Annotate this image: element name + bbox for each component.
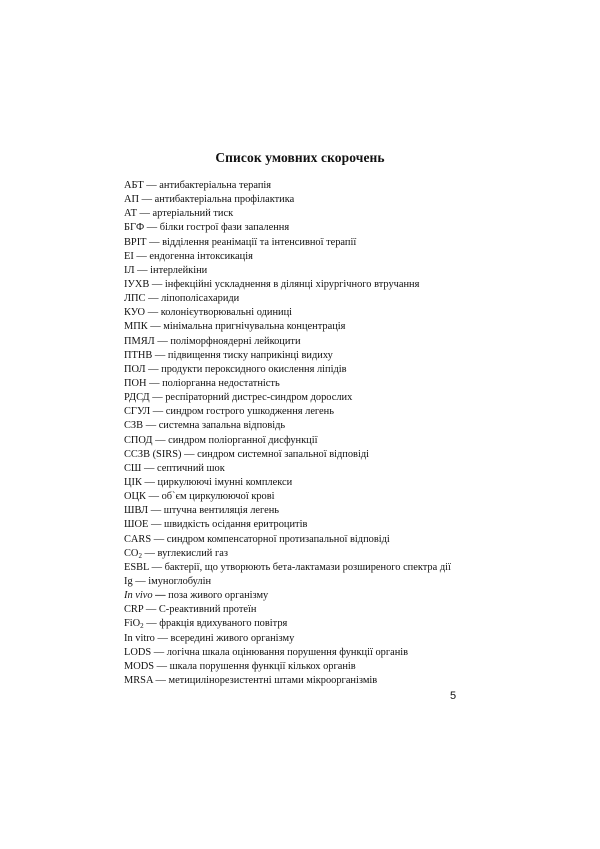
em-dash: — xyxy=(147,307,159,319)
list-item xyxy=(124,377,544,391)
abbreviation-term: ШОЕ xyxy=(124,519,149,531)
abbreviation-list xyxy=(124,179,544,688)
list-item xyxy=(124,278,544,292)
abbreviation-definition: штучна вентиляція легень xyxy=(163,505,280,517)
list-item xyxy=(124,363,544,377)
page-title: Список умовних скорочень xyxy=(215,150,385,165)
list-item xyxy=(124,221,544,235)
abbreviation-subscript: 2 xyxy=(138,551,142,560)
em-dash: — xyxy=(145,604,157,616)
abbreviation-term: ОЦК xyxy=(124,491,146,503)
abbreviation-term: In vitro xyxy=(124,632,155,644)
list-item xyxy=(124,448,544,462)
abbreviation-definition: синдром поліорганної дисфункції xyxy=(168,434,318,446)
abbreviation-definition: ліпополісахариди xyxy=(161,293,240,305)
em-dash: — xyxy=(139,208,150,220)
em-dash: — xyxy=(154,349,166,361)
abbreviation-term: ESBL xyxy=(124,561,150,573)
em-dash: — xyxy=(155,590,166,602)
abbreviation-term: РДСД xyxy=(124,392,150,404)
abbreviation-definition: логічна шкала оцінювання порушення функції органів xyxy=(166,646,409,658)
abbreviation-definition: респіраторний дистрес-синдром дорослих xyxy=(165,392,353,404)
em-dash: — xyxy=(136,250,147,262)
abbreviation-definition: фракція вдихуваного повітря xyxy=(159,618,288,630)
abbreviation-term: СШ xyxy=(124,462,142,474)
em-dash: — xyxy=(144,476,155,488)
list-item xyxy=(124,193,544,207)
em-dash: — xyxy=(135,575,146,587)
list-item xyxy=(124,533,544,547)
em-dash: — xyxy=(184,448,195,460)
em-dash: — xyxy=(145,420,157,432)
em-dash: — xyxy=(146,222,158,234)
list-item xyxy=(124,518,544,532)
em-dash: — xyxy=(150,505,162,517)
list-item xyxy=(124,405,544,419)
abbreviation-term: МПК xyxy=(124,321,148,333)
abbreviation-term: ІЛ xyxy=(124,264,135,276)
abbreviation-term: MRSA xyxy=(124,674,153,686)
abbreviation-definition: циркулюючі імунні комплекси xyxy=(157,476,293,488)
list-item xyxy=(124,207,544,221)
list-item xyxy=(124,561,544,575)
list-item xyxy=(124,419,544,433)
em-dash: — xyxy=(150,321,161,333)
abbreviation-term: ПМЯЛ xyxy=(124,335,155,347)
em-dash: — xyxy=(153,533,165,545)
em-dash: — xyxy=(148,293,159,305)
abbreviation-definition: антибактеріальна терапія xyxy=(159,180,272,191)
em-dash: — xyxy=(152,392,163,404)
abbreviation-term: ЛПС xyxy=(124,293,146,305)
abbreviation-term: ШВЛ xyxy=(124,505,149,517)
abbreviation-term: БГФ xyxy=(124,222,145,234)
list-item xyxy=(124,391,544,405)
abbreviation-term: CO xyxy=(124,547,139,559)
list-item xyxy=(124,250,544,264)
abbreviation-definition: колонієутворювальні одиниці xyxy=(160,307,293,319)
abbreviation-definition: відділення реанімації та інтенсивної терапії xyxy=(162,236,357,248)
list-item xyxy=(124,264,544,278)
abbreviation-term: Ig xyxy=(124,575,133,587)
abbreviation-definition: інтерлейкіни xyxy=(150,264,208,276)
abbreviation-definition: шкала порушення функції кількох органів xyxy=(169,660,356,672)
list-item xyxy=(124,335,544,349)
em-dash: — xyxy=(156,660,168,672)
abbreviation-term: КУО xyxy=(124,307,146,319)
abbreviation-definition: швидкість осідання еритроцитів xyxy=(163,519,308,531)
abbreviation-definition: вуглекислий газ xyxy=(157,547,228,559)
abbreviation-term: CARS xyxy=(124,533,152,545)
abbreviation-definition: ендогенна інтоксикація xyxy=(149,250,253,262)
abbreviation-term: ПОН xyxy=(124,377,147,389)
abbreviation-definition: всередині живого організму xyxy=(170,632,295,644)
abbreviation-definition: об`єм циркулюючої крові xyxy=(161,491,275,503)
list-item xyxy=(124,434,544,448)
abbreviation-definition: поліморфноядерні лейкоцити xyxy=(170,335,301,347)
list-item xyxy=(124,349,544,363)
list-item xyxy=(124,476,544,490)
list-item xyxy=(124,236,544,250)
em-dash: — xyxy=(146,180,157,191)
em-dash: — xyxy=(157,335,168,347)
abbreviation-definition: бактерії, що утворюють бета-лактамази розширеного спектра дії xyxy=(164,561,451,573)
abbreviation-definition: септичний шок xyxy=(157,462,225,474)
abbreviation-term: ПОЛ xyxy=(124,363,146,375)
abbreviation-definition: артеріальний тиск xyxy=(152,208,234,220)
list-item xyxy=(124,603,544,617)
abbreviation-term: FiO xyxy=(124,618,141,630)
list-item xyxy=(124,292,544,306)
list-item xyxy=(124,504,544,518)
abbreviation-definition: інфекційні ускладнення в ділянці хірургічного втручання xyxy=(164,278,420,290)
abbreviation-term: СГУЛ xyxy=(124,406,151,418)
page-number: 5 xyxy=(450,690,457,702)
em-dash: — xyxy=(137,264,148,276)
abbreviation-definition: поліорганна недостатність xyxy=(162,377,280,389)
em-dash: — xyxy=(151,561,163,573)
abbreviation-term: CRP xyxy=(124,604,144,616)
abbreviation-term: АБТ xyxy=(124,180,144,191)
list-item xyxy=(124,617,544,631)
em-dash: — xyxy=(148,363,159,375)
em-dash: — xyxy=(146,618,157,630)
em-dash: — xyxy=(155,674,166,686)
abbreviation-definition: підвищення тиску наприкінці видиху xyxy=(167,349,333,361)
abbreviation-term: СПОД xyxy=(124,434,153,446)
em-dash: — xyxy=(148,491,159,503)
abbreviation-definition: синдром компенсаторної протизапальної відповіді xyxy=(166,533,390,545)
list-item xyxy=(124,589,544,603)
abbreviation-term: ІУХВ xyxy=(124,278,150,290)
list-item xyxy=(124,547,544,561)
abbreviation-term: In vivo xyxy=(124,590,153,602)
list-item xyxy=(124,632,544,646)
abbreviation-term: MODS xyxy=(124,660,155,672)
abbreviation-definition: метицилінорезистентні штами мікроорганізмів xyxy=(168,674,378,686)
abbreviation-definition: мінімальна пригнічувальна концентрація xyxy=(163,321,346,333)
em-dash: — xyxy=(150,519,162,531)
list-item xyxy=(124,306,544,320)
abbreviation-term: ВРІТ xyxy=(124,236,147,248)
abbreviation-term: LODS xyxy=(124,646,152,658)
em-dash: — xyxy=(151,278,163,290)
em-dash: — xyxy=(152,406,164,418)
abbreviation-term: СЗВ xyxy=(124,420,144,432)
abbreviation-definition: продукти пероксидного окислення ліпідів xyxy=(161,363,347,375)
abbreviation-definition: імуноглобулін xyxy=(148,575,212,587)
list-item xyxy=(124,179,544,193)
list-item xyxy=(124,575,544,589)
abbreviation-definition: антибактеріальна профілактика xyxy=(154,194,295,206)
em-dash: — xyxy=(157,632,168,644)
abbreviation-subscript: 2 xyxy=(140,622,144,631)
list-item xyxy=(124,674,544,688)
em-dash: — xyxy=(149,377,160,389)
abbreviation-definition: системна запальна відповідь xyxy=(158,420,286,432)
abbreviation-definition: білки гострої фази запалення xyxy=(159,222,290,234)
list-item xyxy=(124,660,544,674)
em-dash: — xyxy=(149,236,160,248)
abbreviation-definition: синдром гострого ушкодження легень xyxy=(165,406,334,418)
em-dash: — xyxy=(153,646,165,658)
abbreviation-definition: С-реактивний протеїн xyxy=(158,604,257,616)
abbreviation-term: АТ xyxy=(124,208,137,220)
abbreviation-term: АП xyxy=(124,194,140,206)
abbreviation-term: ЦІК xyxy=(124,476,142,488)
list-item xyxy=(124,462,544,476)
em-dash: — xyxy=(155,434,166,446)
list-item xyxy=(124,646,544,660)
abbreviation-term: ПТНВ xyxy=(124,349,153,361)
em-dash: — xyxy=(141,194,153,206)
list-item xyxy=(124,490,544,504)
abbreviation-term: ЕІ xyxy=(124,250,134,262)
abbreviation-definition: поза живого організму xyxy=(168,590,269,602)
abbreviation-term: ССЗВ (SIRS) xyxy=(124,448,182,460)
list-item xyxy=(124,320,544,334)
abbreviation-definition: синдром системної запальної відповіді xyxy=(197,448,370,460)
em-dash: — xyxy=(144,547,155,559)
em-dash: — xyxy=(144,462,155,474)
